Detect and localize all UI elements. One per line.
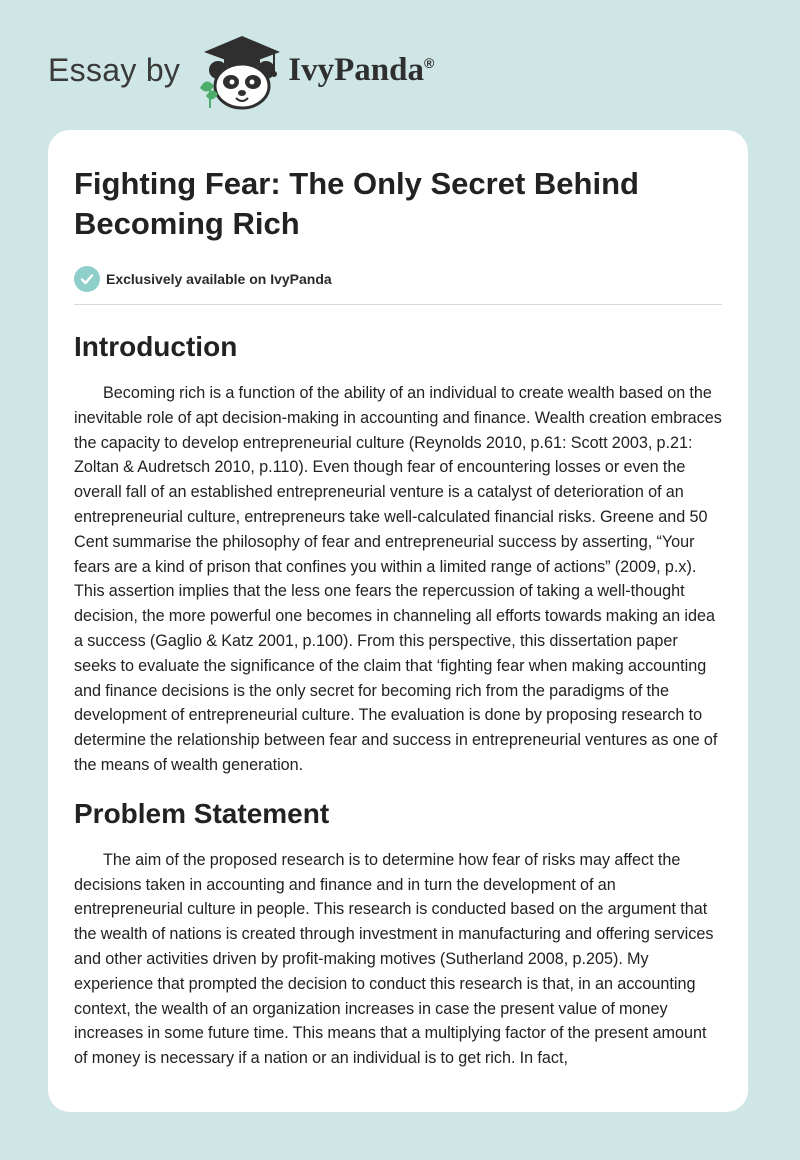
exclusive-badge [74, 266, 722, 292]
panda-logo-icon[interactable] [196, 30, 280, 110]
exclusive-label: Exclusively available on IvyPanda [106, 271, 332, 287]
essay-card [48, 130, 748, 1112]
section-heading-problem-statement: Problem Statement [74, 797, 330, 829]
section-heading-introduction: Introduction [74, 331, 238, 362]
section-paragraph-problem-statement: The aim of the proposed research is to determine how fear of risks may affect the decisions taken in accounting and finance and in turn the development of an entrepreneurial culture in people. This research is conducted based on the argument that the wealth of nations is created through investment in manufacturing and offering services and other activities driven by profit-making motives (Sutherland 2008, p.205). My experience that prompted the decision to conduct this research is that, in an accounting context, the wealth of an organization increases in case the present value of money increases in some future time. This means that a multiplying factor of the present amount of money is necessary if a nation or an individual is to get rich. In fact, [74, 850, 714, 1068]
brand-name[interactable]: IvyPanda® [288, 51, 435, 88]
divider [74, 304, 722, 305]
check-icon [74, 266, 100, 292]
page-title: Fighting Fear: The Only Secret Behind Becoming Rich [74, 166, 639, 241]
essay-by-label: Essay by [48, 51, 181, 88]
registered-mark: ® [423, 54, 435, 71]
site-header [48, 30, 434, 110]
section-paragraph-introduction: Becoming rich is a function of the ability of an individual to create wealth based on the inevitable role of apt decision-making in accounting and finance. Wealth creation embraces the capacity to develop entrepreneurial culture (Reynolds 2010, p.61: Scott 2003, p.21: Zoltan & Audretsch 2010, p.110). Even though fear of encountering losses or even the overall fall of an established entrepreneurial venture is a catalyst of deterioration of an entrepreneurial culture, entrepreneurs take well-calculated financial risks. Greene and 50 Cent summarise the philosophy of fear and entrepreneurial success by asserting, “Your fears are a kind of prison that confines you within a limited range of actions” (2009, p.x). This assertion implies that the less one fears the repercussion of taking a well-thought decision, the more powerful one becomes in channeling all efforts towards making an idea a success (Gaglio & Katz 2001, p.100). From this perspective, this dissertation paper seeks to evaluate the significance of the claim that ‘fighting fear when making accounting and finance decisions is the only secret for becoming rich from the paradigms of the development of entrepreneurial culture. The evaluation is done by proposing research to determine the relationship between fear and success in entrepreneurial ventures as one of the means of wealth generation. [74, 384, 722, 774]
